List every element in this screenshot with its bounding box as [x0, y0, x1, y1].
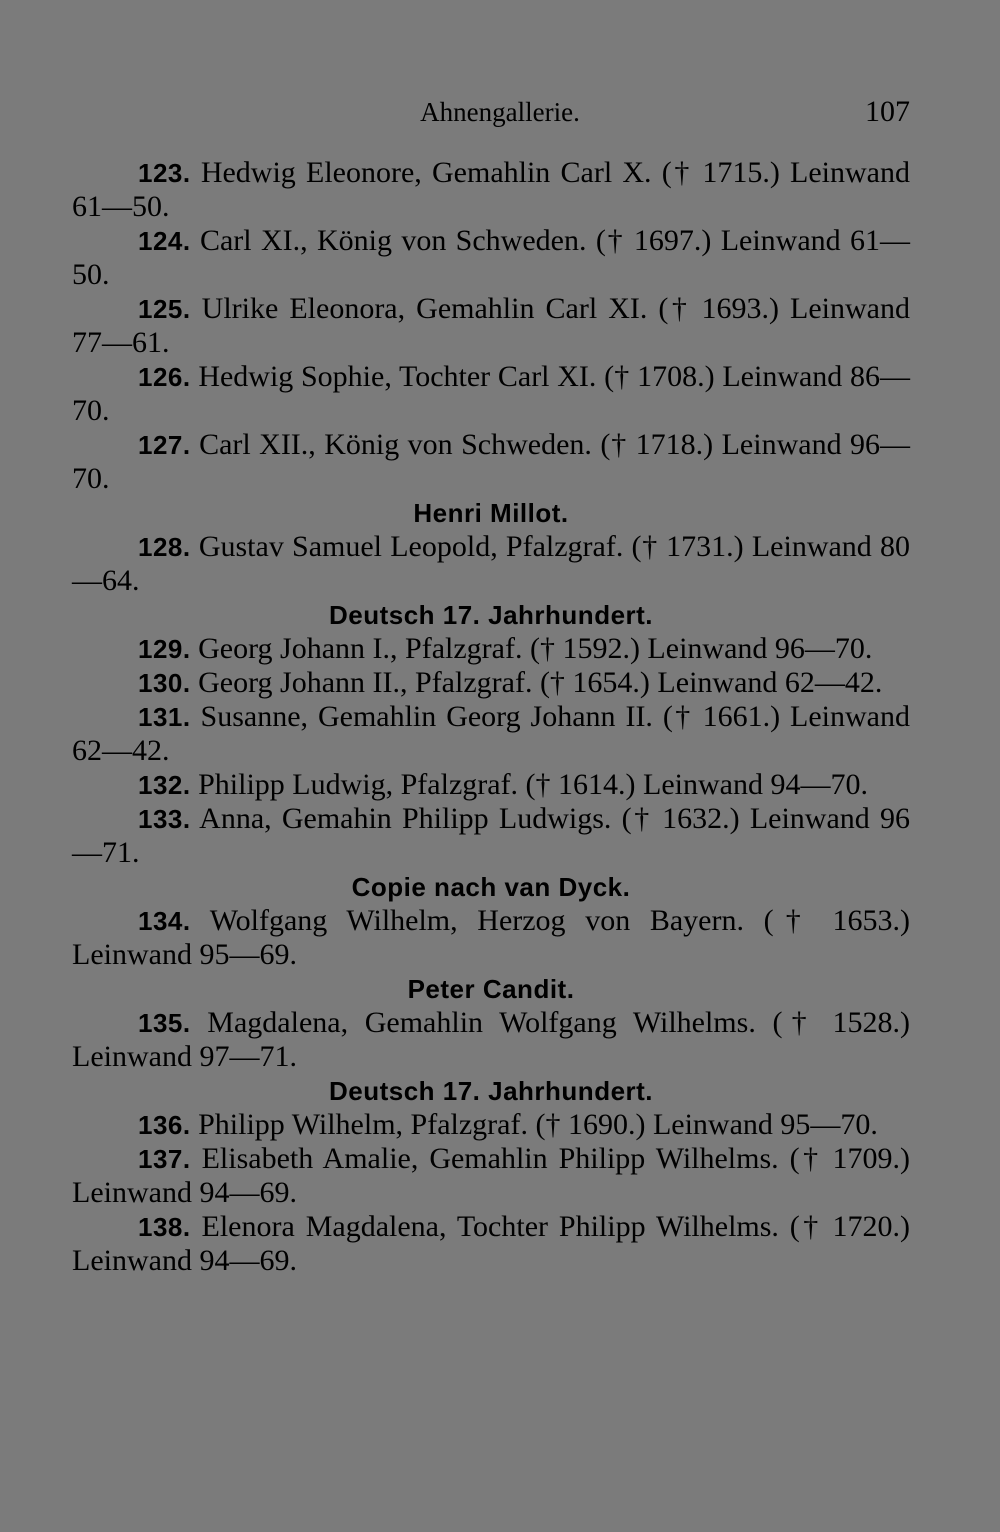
entry-number: 123. — [138, 158, 191, 188]
catalog-entry — [72, 802, 910, 870]
entry-number: 130. — [138, 668, 191, 698]
catalog-entry — [72, 1210, 910, 1278]
entry-number: 129. — [138, 634, 191, 664]
entry-number: 128. — [138, 532, 191, 562]
page-header — [0, 92, 1000, 132]
entry-number: 134. — [138, 906, 191, 936]
entry-number: 127. — [138, 430, 191, 460]
catalog-entry — [72, 428, 910, 496]
section-heading: Copie nach van Dyck. — [351, 872, 631, 902]
entry-number: 136. — [138, 1110, 191, 1140]
entry-number: 131. — [138, 702, 191, 732]
entry-number: 138. — [138, 1212, 191, 1242]
entry-text: Georg Johann II., Pfalzgraf. († 1654.) Leinwand 62—42. — [198, 666, 883, 699]
entry-number: 133. — [138, 804, 191, 834]
catalog-entry — [72, 1108, 910, 1142]
catalog-entry — [72, 156, 910, 224]
catalog-entry — [72, 360, 910, 428]
section-heading: Deutsch 17. Jahrhundert. — [328, 1076, 654, 1106]
entry-text: Susanne, Gemahlin Georg Johann II. († 1661.) Leinwand 62—42. — [72, 700, 910, 767]
entry-text: Hedwig Eleonore, Gemahlin Carl X. († 1715.) Leinwand 61—50. — [72, 156, 910, 223]
catalog-entry — [72, 904, 910, 972]
section-heading: Peter Candit. — [407, 974, 575, 1004]
entry-text: Magdalena, Gemahlin Wolfgang Wilhelms. († 1528.) Leinwand 97—71. — [72, 1006, 911, 1073]
entry-text: Elenora Magdalena, Tochter Philipp Wilhelms. († 1720.) Leinwand 94—69. — [72, 1210, 910, 1277]
catalog-entry — [72, 768, 910, 802]
entry-text: Elisabeth Amalie, Gemahlin Philipp Wilhelms. († 1709.) Leinwand 94—69. — [72, 1142, 911, 1209]
entry-text: Carl XI., König von Schweden. († 1697.) Leinwand 61—50. — [72, 224, 911, 291]
catalog-entry — [72, 292, 910, 360]
catalog-entry — [72, 530, 910, 598]
entry-number: 126. — [138, 362, 191, 392]
section-heading: Deutsch 17. Jahrhundert. — [328, 600, 654, 630]
entry-text: Georg Johann I., Pfalzgraf. († 1592.) Leinwand 96—70. — [198, 632, 873, 665]
catalog-entry — [72, 666, 910, 700]
entry-number: 125. — [138, 294, 191, 324]
entry-text: Gustav Samuel Leopold, Pfalzgraf. († 1731.) Leinwand 80—64. — [72, 530, 911, 597]
section-heading: Henri Millot. — [413, 498, 569, 528]
entry-number: 135. — [138, 1008, 191, 1038]
page-number: 107 — [865, 95, 910, 128]
entry-text: Anna, Gemahin Philipp Ludwigs. († 1632.) Leinwand 96—71. — [72, 802, 910, 869]
entry-text: Wolfgang Wilhelm, Herzog von Bayern. († 1653.) Leinwand 95—69. — [72, 904, 910, 971]
entry-number: 132. — [138, 770, 191, 800]
catalog-entry — [72, 700, 910, 768]
entry-number: 137. — [138, 1144, 191, 1174]
entry-text: Hedwig Sophie, Tochter Carl XI. († 1708.) Leinwand 86—70. — [72, 360, 911, 427]
catalog-entry — [72, 632, 910, 666]
catalog-entry — [72, 1142, 910, 1210]
entry-text: Philipp Wilhelm, Pfalzgraf. († 1690.) Leinwand 95—70. — [198, 1108, 878, 1141]
entry-text: Ulrike Eleonora, Gemahlin Carl XI. († 1693.) Leinwand 77—61. — [72, 292, 911, 359]
catalog-text — [72, 156, 910, 1278]
entry-text: Carl XII., König von Schweden. († 1718.) Leinwand 96—70. — [72, 428, 911, 495]
catalog-entry — [72, 1006, 910, 1074]
entry-text: Philipp Ludwig, Pfalzgraf. († 1614.) Leinwand 94—70. — [198, 768, 868, 801]
catalog-entry — [72, 224, 910, 292]
running-head: Ahnengallerie. — [420, 97, 580, 127]
entry-number: 124. — [138, 226, 191, 256]
